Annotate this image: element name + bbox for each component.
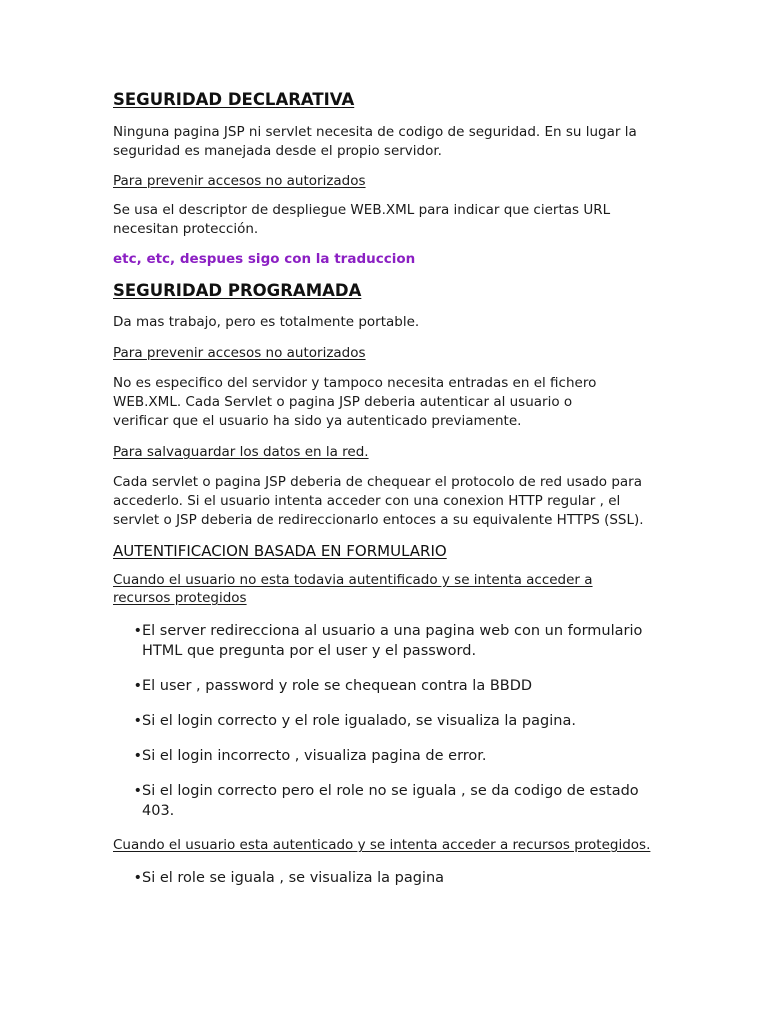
bullet-list-no-autentificado — [113, 621, 673, 821]
bullet-list-autenticado — [113, 868, 673, 888]
subheading-prevenir-accesos: Para prevenir accesos no autorizados — [113, 173, 366, 189]
translator-note: etc, etc, despues sigo con la traduccion — [113, 251, 416, 267]
bullet-glyph: • — [133, 870, 142, 886]
bullet-text: El server redirecciona al usuario a una pagina web con un formulario HTML que pregunta por el user y el password. — [142, 623, 643, 659]
paragraph-declarativa-intro: Ninguna pagina JSP ni servlet necesita de codigo de seguridad. En su lugar la seguridad es manejada desde el propio servidor. — [113, 124, 637, 159]
bullet-text: Si el login correcto y el role igualado, se visualiza la pagina. — [142, 713, 576, 729]
bullet-glyph: • — [133, 678, 142, 694]
bullet-text: El user , password y role se chequean contra la BBDD — [142, 678, 533, 694]
paragraph-programada-https: Cada servlet o pagina JSP deberia de chequear el protocolo de red usado para accederlo. Si el usuario intenta acceder con una conexion HTTP regular , el servlet o JSP deberia de redireccionarlo entoces a su equivalente HTTPS (SSL). — [113, 474, 644, 528]
bullet-glyph: • — [133, 748, 142, 764]
paragraph-programada-autenticar: No es especifico del servidor y tampoco necesita entradas en el fichero WEB.XML. Cada Servlet o pagina JSP deberia autenticar al usuario o verificar que el usuario ha sido ya autenticado previamente. — [113, 375, 597, 429]
heading-seguridad-programada: SEGURIDAD PROGRAMADA — [113, 281, 362, 300]
document-body — [113, 86, 673, 903]
bullet-item — [113, 746, 673, 766]
bullet-item — [113, 711, 673, 731]
bullet-item — [113, 868, 673, 888]
bullet-text: Si el login incorrecto , visualiza pagina de error. — [142, 748, 487, 764]
heading-autentificacion-formulario: AUTENTIFICACION BASADA EN FORMULARIO — [113, 542, 447, 560]
subheading-autenticado: Cuando el usuario esta autenticado y se intenta acceder a recursos protegidos. — [113, 837, 651, 853]
bullet-glyph: • — [133, 623, 142, 639]
bullet-item — [113, 621, 673, 661]
subheading-no-autentificado: Cuando el usuario no esta todavia autentificado y se intenta acceder a recursos protegidos — [113, 572, 593, 606]
paragraph-programada-intro: Da mas trabajo, pero es totalmente portable. — [113, 314, 420, 330]
bullet-item — [113, 676, 673, 696]
subheading-prevenir-accesos-2: Para prevenir accesos no autorizados — [113, 345, 366, 361]
bullet-text: Si el login correcto pero el role no se iguala , se da codigo de estado 403. — [142, 783, 639, 819]
bullet-item — [113, 781, 673, 821]
heading-seguridad-declarativa: SEGURIDAD DECLARATIVA — [113, 90, 355, 109]
paragraph-declarativa-webxml: Se usa el descriptor de despliegue WEB.XML para indicar que ciertas URL necesitan protección. — [113, 202, 611, 237]
bullet-text: Si el role se iguala , se visualiza la pagina — [142, 870, 445, 886]
bullet-glyph: • — [133, 713, 142, 729]
bullet-glyph: • — [133, 783, 142, 799]
subheading-salvaguardar-datos: Para salvaguardar los datos en la red. — [113, 444, 369, 460]
